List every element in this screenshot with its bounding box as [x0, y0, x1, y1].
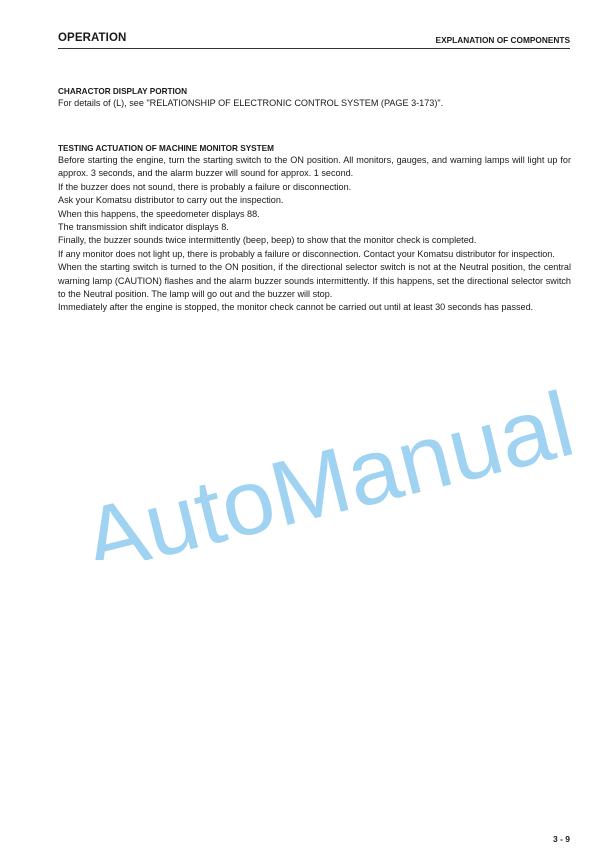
section-character-display: [58, 87, 571, 110]
paragraph: Finally, the buzzer sounds twice intermittently (beep, beep) to show that the monitor check is completed.: [58, 235, 477, 246]
section-body: [58, 154, 571, 315]
paragraph: When the starting switch is turned to the ON position, if the directional selector switch is not at the Neutral position, the central warning lamp (CAUTION) flashes and the alarm buzzer sounds intermittently. If this happens, set the directional selector switch to the Neutral position. The lamp will go out and the buzzer will stop.: [58, 262, 571, 300]
paragraph: When this happens, the speedometer displays 88.: [58, 208, 260, 219]
paragraph: If the buzzer does not sound, there is probably a failure or disconnection.: [58, 181, 352, 192]
watermark: [40, 300, 600, 560]
paragraph: Before starting the engine, turn the starting switch to the ON position. All monitors, gauges, and warning lamps will light up for approx. 3 seconds, and the alarm buzzer will sound for approx. 1 second.: [58, 155, 571, 179]
section-heading: TESTING ACTUATION OF MACHINE MONITOR SYSTEM: [58, 144, 274, 153]
section-monitor-test: [58, 144, 571, 315]
page-header: [58, 31, 570, 49]
paragraph: If any monitor does not light up, there is probably a failure or disconnection. Contact your Komatsu distributor for inspection.: [58, 248, 555, 259]
section-title: OPERATION: [58, 32, 127, 44]
paragraph: The transmission shift indicator displays 8.: [58, 222, 229, 233]
paragraph: For details of (L), see "RELATIONSHIP OF ELECTRONIC CONTROL SYSTEM (PAGE 3-173)".: [58, 98, 444, 108]
section-heading: CHARACTOR DISPLAY PORTION: [58, 87, 188, 96]
watermark-text: AutoManual: [73, 375, 575, 560]
page-number: 3 - 9: [552, 834, 570, 844]
header-divider: [58, 48, 570, 49]
paragraph: Immediately after the engine is stopped, the monitor check cannot be carried out until at least 30 seconds has passed.: [58, 302, 534, 313]
section-body: [58, 97, 571, 110]
chapter-title: EXPLANATION OF COMPONENTS: [435, 35, 570, 45]
paragraph: Ask your Komatsu distributor to carry out the inspection.: [58, 195, 284, 206]
